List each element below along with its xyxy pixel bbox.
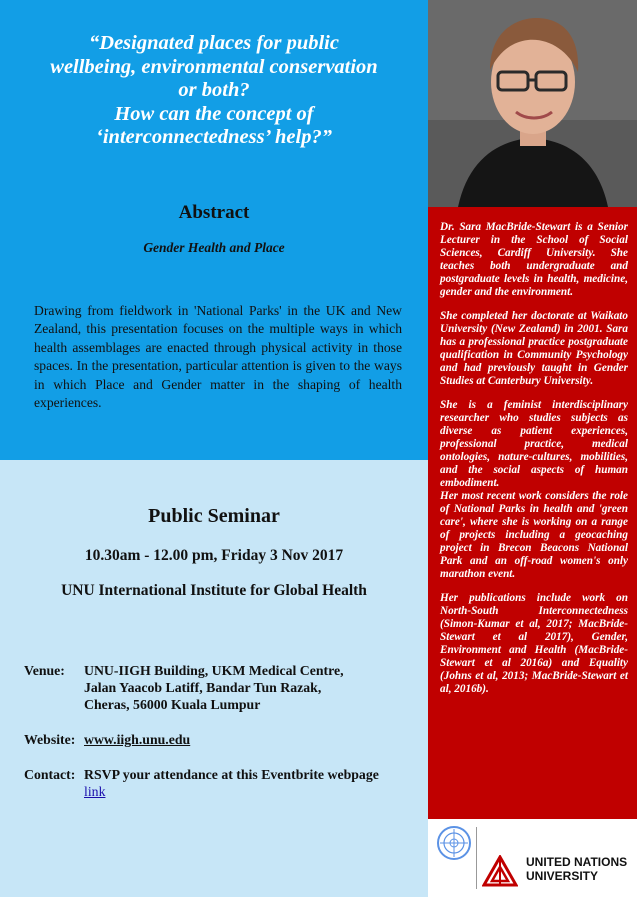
logo-strip (428, 819, 637, 897)
bio-paragraph: Her most recent work considers the role of National Parks in health and 'green care', where she is working on a range of projects including a geocaching project in Brecon Beacons National Park and an off-road women's only marathon event. (440, 490, 628, 580)
venue-value (84, 662, 414, 713)
website-label: Website: (24, 732, 76, 747)
website-link[interactable]: www.iigh.unu.edu (84, 732, 191, 747)
speaker-portrait-image (428, 0, 637, 207)
talk-title-line: “Designated places for public (89, 32, 339, 54)
unu-wordmark-line: UNIVERSITY (526, 869, 599, 883)
bio-paragraph: She is a feminist interdisciplinary researcher who studies subjects as diverse as patient experiences, professional practice, medical ontologies, nature-cultures, mobilities, and the social aspects of human embodiment. (440, 399, 628, 489)
abstract-panel (0, 0, 428, 460)
contact-text: RSVP your attendance at this Eventbrite webpage (84, 767, 379, 782)
un-emblem-icon (436, 825, 472, 861)
bio-paragraph: Her publications include work on North-South Interconnectedness (Simon-Kumar et al, 2017; MacBride-Stewart et al 2017), Gender, Environment and Health (MacBride-Stewart et al 2016a) and Equality (Johns et al, 2013; MacBride-Stewart et al, 2016b). (440, 592, 628, 695)
venue-row (24, 662, 414, 713)
seminar-title: Public Seminar (148, 505, 280, 527)
bio-paragraph: Dr. Sara MacBride-Stewart is a Senior Lecturer in the School of Social Sciences, Cardiff University. She teaches both undergraduate and postgraduate levels in health, medicine, gender and the environment. (440, 221, 628, 298)
talk-title-line: or both? (178, 79, 250, 101)
abstract-heading: Abstract (178, 202, 250, 223)
talk-title-line: wellbeing, environmental conservation (50, 55, 378, 78)
venue-line: UNU-IIGH Building, UKM Medical Centre, (84, 663, 344, 678)
website-value (84, 731, 414, 748)
seminar-institute: UNU International Institute for Global Health (61, 582, 367, 599)
logo-divider (476, 827, 477, 889)
eventbrite-link[interactable]: link (84, 784, 106, 799)
speaker-bio-panel (428, 207, 637, 819)
talk-title-line: ‘interconnectedness’ help?” (96, 126, 332, 148)
speaker-bio (440, 221, 628, 707)
venue-line: Jalan Yaacob Latiff, Bandar Tun Razak, (84, 680, 322, 695)
speaker-photo (428, 0, 637, 207)
venue-label: Venue: (24, 663, 65, 678)
abstract-subtitle: Gender Health and Place (143, 240, 285, 255)
seminar-time: 10.30am - 12.00 pm, Friday 3 Nov 2017 (84, 547, 344, 564)
website-row (24, 731, 414, 748)
contact-label: Contact: (24, 767, 76, 782)
unu-mark-icon (482, 855, 518, 891)
unu-wordmark (526, 855, 627, 883)
talk-title (30, 32, 398, 150)
abstract-body: Drawing from fieldwork in 'National Parks' in the UK and New Zealand, this presentation focuses on the multiple ways in which health assemblages are enacted through physical activity in those spaces. In the presentation, particular attention is given to the ways in which Place and Gender matter in the shaping of health experiences. (34, 303, 402, 411)
unu-wordmark-line: UNITED NATIONS (526, 855, 628, 869)
contact-row (24, 766, 414, 800)
talk-title-line: How can the concept of (114, 102, 314, 125)
bio-paragraph: She completed her doctorate at Waikato University (New Zealand) in 2001. Sara has a professional practice postgraduate qualification in Community Psychology and had previously taught in Gender Studies at Canterbury University. (440, 310, 628, 387)
venue-line: Cheras, 56000 Kuala Lumpur (84, 697, 261, 712)
contact-value (84, 766, 414, 800)
